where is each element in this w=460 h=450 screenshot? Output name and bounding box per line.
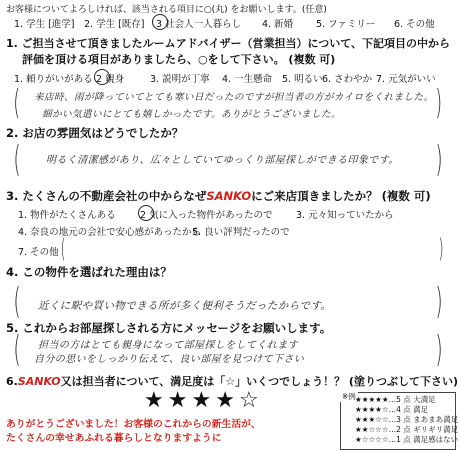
empty-star-icon[interactable]: ☆ xyxy=(238,388,259,413)
rating-legend-row-2: ★★☆☆☆…2 点 ギリギリ満足 xyxy=(355,425,459,434)
q1-option-3[interactable]: 3. 説明が丁寧 xyxy=(150,74,210,85)
q5-answer-line2[interactable]: 自分の思いをしっかり伝えて、良い部屋を見つけて下さい xyxy=(34,354,305,365)
q3-other-paren-close: ) xyxy=(438,234,444,264)
rating-legend-row-4: ★★★★☆…4 点 満足 xyxy=(355,405,429,414)
q3-option-5[interactable]: 5. 良い評判だったので xyxy=(192,227,290,238)
q0-option-4[interactable]: 4. 新婚 xyxy=(262,19,294,30)
q2-answer[interactable]: 明るく清潔感があり、広々としていてゆっくり部屋探しができる印象です。 xyxy=(46,155,399,166)
q1-answer-line2[interactable]: 細かい気遣いにとても嬉しかったです。ありがとうございました。 xyxy=(42,109,342,120)
q5-title: 5. これからお部屋探しされる方にメッセージをお願いします。 xyxy=(6,321,332,335)
q1-circle-mark xyxy=(94,69,110,85)
rating-legend-row-1: ★☆☆☆☆…1 点 満足感はない xyxy=(355,435,459,444)
q5-paren-close: ) xyxy=(435,329,443,370)
q1-paren-close: ) xyxy=(435,83,442,123)
q3-title-pre: 3. たくさんの不動産会社の中からなぜ xyxy=(6,189,207,203)
satisfaction-stars[interactable] xyxy=(144,388,263,413)
q1-option-1[interactable]: 1. 頼りがいがある xyxy=(14,74,93,85)
q0-option-2[interactable]: 2. 学生 [既存] xyxy=(84,19,145,30)
q1-answer-line1[interactable]: 来店時、雨が降っていてとても寒い日だったのですが担当者の方がカイロをくれました。 xyxy=(34,92,434,103)
q3-circle-mark xyxy=(138,205,154,221)
q3-option-2[interactable]: 2 気に入った物件があったので xyxy=(140,210,273,221)
q3-option-4[interactable]: 4. 奈良の地元の会社で安心感があったから xyxy=(18,227,201,238)
q4-paren-close: ) xyxy=(435,281,443,322)
q1-option-2[interactable]: 2 親身 xyxy=(96,74,125,85)
q1-title-line2: 評価を頂ける項目がありましたら、○をして下さい。 (複数 可) xyxy=(22,53,336,66)
q1-option-5[interactable]: 5. 明るい xyxy=(282,74,323,85)
q0-prompt: お客様についてよろしければ、該当される項目に○(丸) をお願いします。(任意) xyxy=(6,5,327,15)
q3-title xyxy=(6,188,431,204)
q3-option-3[interactable]: 3. 元々知っていたから xyxy=(296,210,394,221)
rating-legend-title: ※例 xyxy=(342,392,356,401)
filled-star-icon[interactable]: ★ xyxy=(191,388,212,413)
q0-circle-mark xyxy=(152,14,168,30)
q0-option-5[interactable]: 5. ファミリー xyxy=(316,19,376,30)
q1-option-6[interactable]: 6. さわやか xyxy=(322,74,373,85)
q4-title: 4. この物件を選ばれた理由は？ xyxy=(6,265,172,279)
q1-paren-open: ( xyxy=(13,83,20,123)
q3-option-7[interactable]: 7. その他 xyxy=(18,247,59,258)
q2-paren-open: ( xyxy=(13,139,21,180)
rating-legend-row-3: ★★★☆☆…3 点 まあまあ満足 xyxy=(355,415,459,424)
q0-option-3[interactable]: 3 社会人一人暮らし xyxy=(156,19,242,30)
rating-legend-box xyxy=(340,392,459,450)
q1-option-4[interactable]: 4. 一生懸命 xyxy=(222,74,273,85)
q6-title xyxy=(6,373,458,389)
q4-paren-open: ( xyxy=(13,281,21,322)
q2-title: 2. お店の雰囲気はどうでしたか？ xyxy=(6,126,184,140)
q3-title-post: にご来店頂きましたか？ (複数 可) xyxy=(251,189,431,203)
q2-paren-close: ) xyxy=(435,139,443,180)
q5-paren-open: ( xyxy=(13,329,21,370)
filled-star-icon[interactable]: ★ xyxy=(167,388,188,413)
q0-option-6[interactable]: 6. その他 xyxy=(394,19,435,30)
q5-answer-line1[interactable]: 担当の方はとても親身になって部屋探しをしてくれます xyxy=(38,340,298,351)
sanko-logo: SANKO xyxy=(17,375,61,388)
closing-line2: たくさんの幸せあふれる暮らしとなりますように xyxy=(6,433,222,444)
q0-option-1[interactable]: 1. 学生 [進学] xyxy=(14,19,75,30)
q4-answer[interactable]: 近くに駅や買い物できる所が多く便利そうだったからです。 xyxy=(38,300,332,312)
sanko-logo: SANKO xyxy=(206,189,252,203)
q1-title-line1: 1. ご担当させて頂きましたルームアドバイザー（営業担当）について、下記項目の中から xyxy=(6,37,450,50)
q6-title-post: 又は担当者について、満足度は「☆」いくつでしょう！？ (塗りつぶして下さい) xyxy=(60,375,458,388)
rating-legend-row-5: ★★★★★…5 点 大満足 xyxy=(355,395,436,404)
q1-option-7[interactable]: 7. 元気がいい xyxy=(376,74,436,85)
closing-line1: ありがとうございました！お客様のこれからの新生活が、 xyxy=(6,419,261,430)
filled-star-icon[interactable]: ★ xyxy=(215,388,235,413)
q3-other-paren-open: ( xyxy=(60,234,66,264)
filled-star-icon[interactable]: ★ xyxy=(144,388,164,413)
q6-title-pre: 6. xyxy=(6,375,18,388)
q3-option-1[interactable]: 1. 物件がたくさんある xyxy=(18,210,116,221)
